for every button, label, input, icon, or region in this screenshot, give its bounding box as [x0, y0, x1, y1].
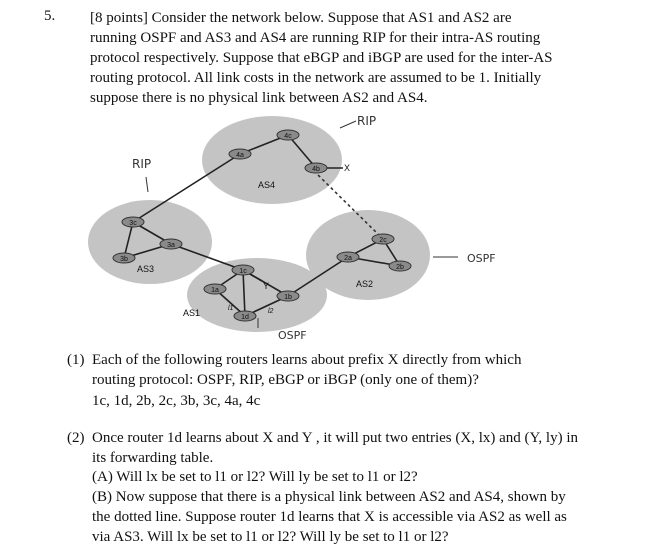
part2-label: (2)	[67, 430, 85, 446]
prefix-x: X	[344, 163, 351, 173]
part2-a: (A) Will lx be set to l1 or l2? Will ly be set to l1 or l2?	[92, 469, 418, 485]
handwritten-tick	[146, 177, 148, 192]
handwritten-ospf-bottom: OSPF	[278, 329, 307, 342]
link-label-l1: l1	[228, 305, 234, 312]
prefix-y: Y	[263, 281, 270, 291]
part1-routers: 1c, 1d, 2b, 2c, 3b, 3c, 4a, 4c	[92, 393, 261, 409]
router-label: 3b	[120, 256, 128, 263]
handwritten-dash	[340, 121, 356, 128]
handwritten-rip-top: RIP	[357, 114, 377, 128]
router-label: 4b	[312, 166, 320, 173]
router-label: 2a	[344, 255, 352, 262]
router-label: 1d	[241, 314, 249, 321]
router-label: 2c	[379, 237, 387, 244]
as1-region	[187, 258, 327, 332]
router-label: 3c	[129, 220, 137, 227]
router-label: 2b	[396, 264, 404, 271]
as-label-as1: AS1	[183, 308, 201, 318]
handwritten-ospf-right: OSPF	[467, 252, 496, 265]
as4-region	[202, 116, 342, 204]
question-text: [8 points] Consider the network below. Suppose that AS1 and AS2 are running OSPF and AS3 and AS4 are running RIP for their intra-AS routing protocol respectively. Suppose that eBGP and iBGP are used for the inter-AS routing protocol. All link costs in the network are assumed to be 1. Initially suppose there is no physical link between AS2 and AS4.	[90, 10, 553, 106]
router-label: 1a	[211, 287, 219, 294]
router-label: 3a	[167, 242, 175, 249]
part1-label: (1)	[67, 352, 85, 368]
part2-b: (B) Now suppose that there is a physical link between AS2 and AS4, shown by the dotted line. Suppose router 1d learns that X is accessible via AS2 as well as via AS3. Will lx be set to l1 or l2? Will ly be set to l1 or l2?	[92, 489, 567, 545]
part1-text: Each of the following routers learns about prefix X directly from which routing protocol: OSPF, RIP, eBGP or iBGP (only one of them)?	[92, 352, 522, 388]
as-label-as4: AS4	[258, 180, 276, 190]
as-label-as2: AS2	[356, 279, 374, 289]
handwritten-rip-left: RIP	[132, 157, 152, 171]
router-label: 1b	[284, 294, 292, 301]
link-label-l2: l2	[268, 308, 274, 315]
router-label: 4c	[284, 133, 292, 140]
part2-text: Once router 1d learns about X and Y , it will put two entries (X, lx) and (Y, ly) in its forwarding table.	[92, 430, 579, 466]
question-number: 5.	[44, 8, 56, 24]
router-label: 1c	[239, 268, 247, 275]
as-label-as3: AS3	[137, 264, 155, 274]
router-label: 4a	[236, 152, 244, 159]
